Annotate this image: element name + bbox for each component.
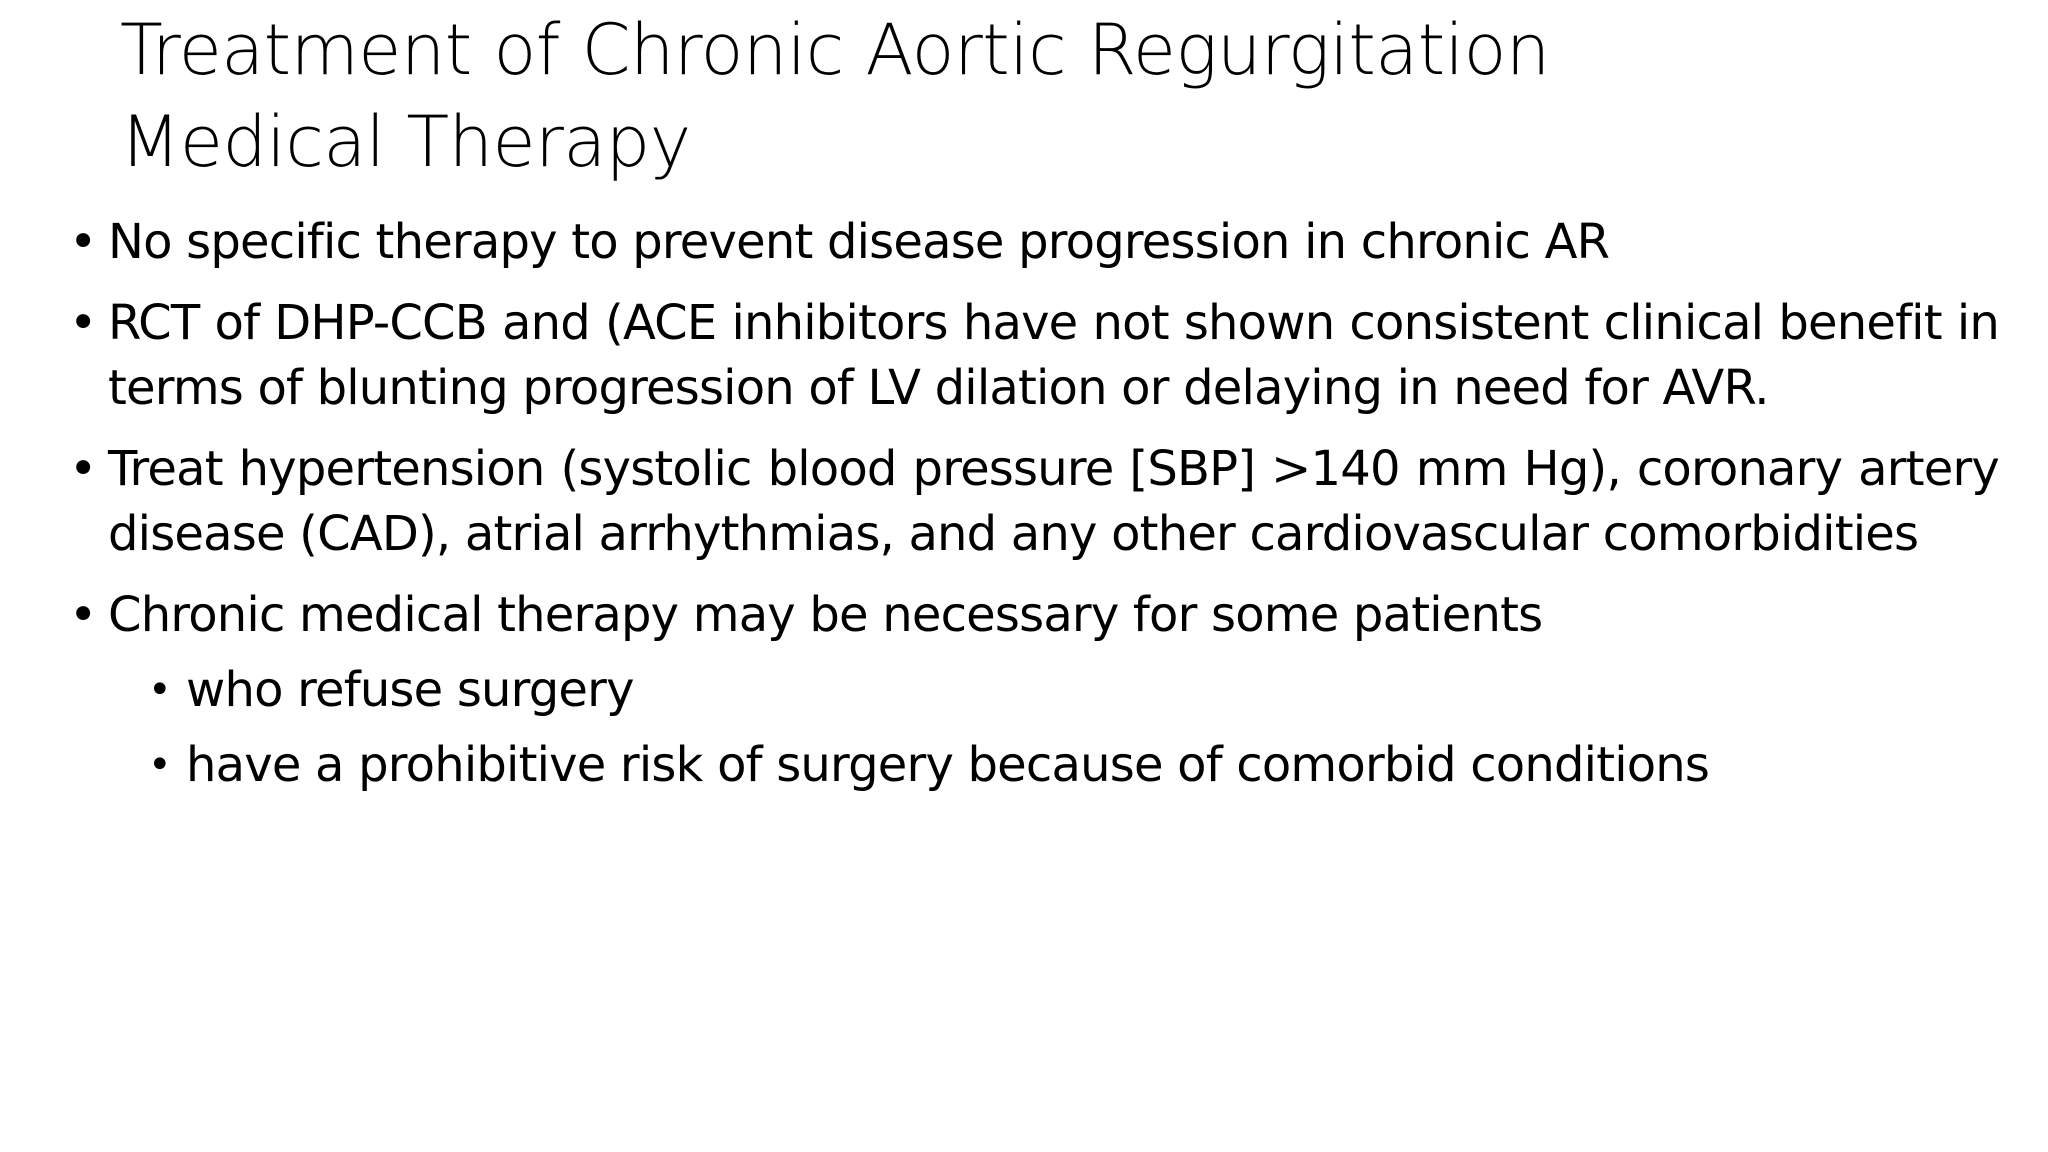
sub-bullet-text: have a prohibitive risk of surgery because of comorbid conditions	[186, 737, 1710, 793]
bullet-icon: •	[69, 214, 98, 270]
sub-bullet-item	[148, 658, 1999, 723]
bullet-text: Treat hypertension (systolic blood pressure [SBP] >140 mm Hg), coronary artery disease (CAD), atrial arrhythmias, and any other cardiovascular comorbidities	[108, 441, 1999, 562]
slide-title-line-2: Medical Therapy	[120, 101, 691, 183]
sub-bullet-list	[108, 658, 1999, 798]
bullet-icon: •	[69, 441, 98, 497]
slide-title-line-1: Treatment of Chronic Aortic Regurgitation	[120, 9, 1550, 91]
sub-bullet-text: who refuse surgery	[186, 662, 634, 718]
sub-bullet-item	[148, 733, 1999, 798]
bullet-item	[69, 583, 1999, 798]
bullet-text: No specific therapy to prevent disease progression in chronic AR	[108, 214, 1610, 270]
sub-bullet-icon: •	[148, 667, 172, 713]
slide-title	[120, 4, 1920, 188]
bullet-item	[69, 437, 1999, 567]
sub-bullet-icon: •	[148, 742, 172, 788]
bullet-icon: •	[69, 587, 98, 643]
bullet-list	[69, 210, 1999, 814]
bullet-item	[69, 210, 1999, 275]
bullet-item	[69, 291, 1999, 421]
bullet-text: RCT of DHP-CCB and (ACE inhibitors have not shown consistent clinical benefit in terms of blunting progression of LV dilation or delaying in need for AVR.	[108, 295, 1999, 416]
bullet-icon: •	[69, 295, 98, 351]
bullet-text: Chronic medical therapy may be necessary for some patients	[108, 587, 1543, 643]
